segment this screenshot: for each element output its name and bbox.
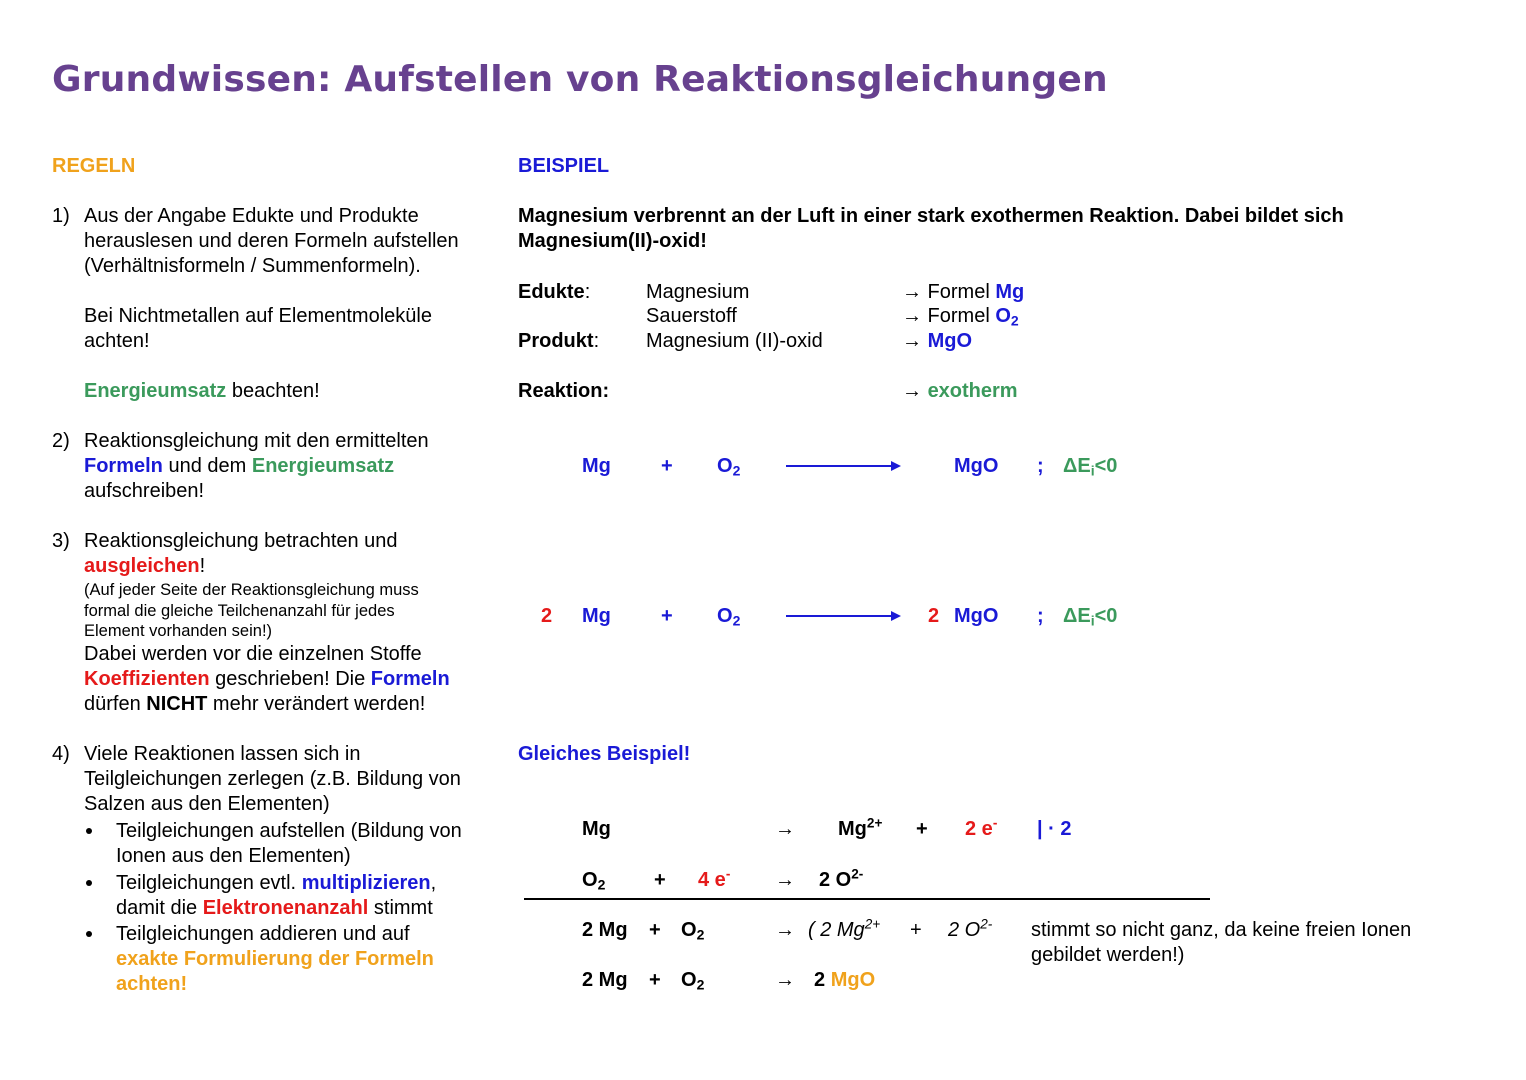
- same-example-heading: Gleiches Beispiel!: [518, 743, 691, 765]
- rule-3-line-4-text: geschrieben! Die: [209, 668, 371, 690]
- eq1-o2: $O_2$: [717, 455, 741, 479]
- rule-3-line-5-text-b: mehr verändert werden!: [207, 693, 426, 715]
- final-eq-coef: 2: [814, 969, 826, 991]
- sum-eq-ions-mg: ( 2 $Mg^{2+}$: [808, 916, 881, 941]
- rule-3-line-2-text: !: [199, 555, 206, 577]
- rule-3-line-4: [84, 667, 450, 692]
- rule-4-bullet-2-line-1: [116, 871, 436, 896]
- rule-1-line-6-text: beachten!: [226, 380, 320, 402]
- rule-1-line-6: [84, 379, 320, 404]
- formula-mgo: MgO: [927, 330, 972, 352]
- eq2-plus: +: [661, 605, 673, 627]
- sum-eq-comment-line-1: stimmt so nicht ganz, da keine freien Ionen: [1031, 919, 1412, 941]
- edukt-sauerstoff: Sauerstoff: [646, 305, 737, 327]
- arrow-icon: →: [902, 330, 922, 352]
- reaktion-exotherm: [902, 379, 1018, 404]
- arrow-icon: →: [775, 818, 795, 840]
- bullet: [86, 828, 92, 834]
- rule-4-line-1: Viele Reaktionen lassen sich in: [84, 743, 361, 765]
- elektronenanzahl-term: Elektronenanzahl: [202, 897, 369, 919]
- example-heading: BEISPIEL: [518, 155, 610, 177]
- rules-heading: REGELN: [52, 155, 136, 177]
- rule-3-note-3: Element vorhanden sein!): [84, 622, 273, 640]
- rule-4-bullet-1-line-2: Ionen aus den Elementen): [116, 845, 351, 867]
- half-eq1-electrons: 2 e-: [965, 815, 998, 840]
- example-task-line-1: Magnesium verbrennt an der Luft in einer stark exothermen Reaktion. Dabei bildet sich: [518, 205, 1344, 227]
- final-eq-lhs-mg: 2 Mg: [582, 969, 628, 991]
- ausgleichen-term: ausgleichen: [84, 555, 200, 577]
- arrow-icon: →: [902, 380, 922, 402]
- eq1-mg: Mg: [582, 455, 611, 477]
- rule-3-line-5: [84, 692, 425, 717]
- formula-o2: $O_2$: [995, 305, 1019, 329]
- arrow-icon: →: [902, 281, 922, 303]
- edukte-colon: :: [584, 281, 591, 303]
- sum-eq-lhs-mg: 2 Mg: [582, 919, 628, 941]
- energieumsatz-term: Energieumsatz: [251, 455, 395, 477]
- rule-2-line-2: [84, 454, 394, 479]
- rule-1-number: 1): [52, 205, 70, 227]
- example-task-line-2: Magnesium(II)-oxid!: [518, 230, 707, 252]
- page-title: Grundwissen: Aufstellen von Reaktionsgleichungen: [52, 59, 1108, 100]
- rule-3-line-1: Reaktionsgleichung betrachten und: [84, 530, 398, 552]
- produkt-colon: :: [593, 330, 600, 352]
- arrow-icon: →: [902, 305, 922, 327]
- rule-4-bullet-2-line-2: [116, 896, 433, 921]
- half-eq2-plus: +: [654, 869, 666, 891]
- rule-3-line-3: Dabei werden vor die einzelnen Stoffe: [84, 643, 422, 665]
- half-eq1-mg-ion: $Mg^{2+}$: [838, 815, 883, 840]
- sum-eq-plus: +: [649, 919, 661, 941]
- rule-1-line-5: achten!: [84, 330, 150, 352]
- arrow-icon: →: [775, 919, 795, 941]
- eq2-mg: Mg: [582, 605, 611, 627]
- final-eq-mgo: MgO: [830, 969, 876, 991]
- rule-2-line-1: Reaktionsgleichung mit den ermittelten: [84, 430, 429, 452]
- formeln-term: Formeln: [84, 455, 163, 477]
- rule-4-line-2: Teilgleichungen zerlegen (z.B. Bildung von: [84, 768, 461, 790]
- rule-4-bullet-1-line-1: Teilgleichungen aufstellen (Bildung von: [116, 820, 462, 842]
- rule-4-bullet-3-line-2: exakte Formulierung der Formeln: [116, 948, 434, 970]
- rule-4-bullet-3-line-1: Teilgleichungen addieren und auf: [116, 923, 410, 945]
- eq1-energy: $\Delta E_i<0$: [1063, 455, 1118, 479]
- rule-1-line-4: Bei Nichtmetallen auf Elementmoleküle: [84, 305, 432, 327]
- rule-4-bullet-2-text-a: Teilgleichungen evtl.: [116, 872, 302, 894]
- final-eq-o2: $O_2$: [681, 969, 705, 993]
- sum-divider: [524, 898, 1210, 900]
- sum-eq-o2: $O_2$: [681, 919, 705, 943]
- sum-eq-comment-line-2: gebildet werden!): [1031, 944, 1185, 966]
- bullet: [86, 880, 92, 886]
- edukt-magnesium: Magnesium: [646, 281, 750, 303]
- edukte-label: [518, 280, 590, 305]
- sum-eq-ions-plus: +: [910, 919, 922, 941]
- rule-2-line-2-text: und dem: [162, 455, 252, 477]
- final-eq-plus: +: [649, 969, 661, 991]
- arrow-icon: →: [775, 869, 795, 891]
- half-eq2-o2: $O_2$: [582, 869, 606, 893]
- rule-4-bullet-2-text-b: ,: [430, 872, 437, 894]
- rule-3-number: 3): [52, 530, 70, 552]
- sum-eq-ions-o: 2 $O^{2-}$: [948, 916, 993, 941]
- rule-1-line-3: (Verhältnisformeln / Summenformeln).: [84, 255, 421, 277]
- formel-text: Formel: [922, 281, 996, 303]
- rule-4-bullet-3-line-3: achten!: [116, 973, 188, 995]
- eq2-semicolon: ;: [1037, 605, 1044, 627]
- eq2-coef-2: 2: [928, 605, 940, 627]
- edukte-label-text: Edukte: [518, 281, 585, 303]
- eq2-o2: $O_2$: [717, 605, 741, 629]
- multiplizieren-term: multiplizieren: [301, 872, 431, 894]
- formel-mg: [902, 280, 1024, 305]
- formel-mgo: [902, 329, 972, 354]
- energieumsatz-term: Energieumsatz: [84, 380, 227, 402]
- half-eq2-o-ion: 2 $O^{2-}$: [819, 866, 864, 891]
- reaction-arrow: [786, 465, 892, 467]
- final-eq-product: [814, 968, 875, 993]
- rule-3-note-1: (Auf jeder Seite der Reaktionsgleichung muss: [84, 581, 419, 599]
- rule-3-line-5-text-a: dürfen: [84, 693, 147, 715]
- nicht-term: NICHT: [146, 693, 208, 715]
- rule-3-note-2: formal die gleiche Teilchenanzahl für jedes: [84, 601, 395, 620]
- eq2-mgo: MgO: [954, 605, 999, 627]
- rule-4-bullet-2-text-d: stimmt: [368, 897, 433, 919]
- exotherm-term: exotherm: [927, 380, 1018, 402]
- half-eq1-plus: +: [916, 818, 928, 840]
- arrow-icon: →: [775, 969, 795, 991]
- koeffizienten-term: Koeffizienten: [84, 668, 210, 690]
- rule-1-line-2: herauslesen und deren Formeln aufstellen: [84, 230, 459, 252]
- formeln-term: Formeln: [370, 668, 450, 690]
- eq1-mgo: MgO: [954, 455, 999, 477]
- reaktion-label: Reaktion:: [518, 380, 610, 402]
- half-eq2-electrons: 4 e-: [698, 866, 731, 891]
- rule-4-bullet-2-text-c: damit die: [116, 897, 203, 919]
- rule-3-line-2: [84, 554, 205, 579]
- bullet: [86, 931, 92, 937]
- rule-1-line-1: Aus der Angabe Edukte und Produkte: [84, 205, 419, 227]
- half-eq1-mg: Mg: [582, 818, 611, 840]
- eq2-coef-1: 2: [541, 605, 553, 627]
- eq1-plus: +: [661, 455, 673, 477]
- eq1-semicolon: ;: [1037, 455, 1044, 477]
- produkt-magnesiumoxid: Magnesium (II)-oxid: [646, 330, 823, 352]
- rule-2-line-3: aufschreiben!: [84, 480, 205, 502]
- rule-2-number: 2): [52, 430, 70, 452]
- formel-text: Formel: [922, 305, 996, 327]
- half-eq1-multiplier: | · 2: [1037, 818, 1072, 840]
- formel-o2: [902, 304, 1019, 329]
- reaction-arrow-head: [891, 461, 901, 471]
- produkt-label-text: Produkt: [518, 330, 594, 352]
- rule-4-line-3: Salzen aus den Elementen): [84, 793, 330, 815]
- reaction-arrow: [786, 615, 892, 617]
- reaction-arrow-head: [891, 611, 901, 621]
- eq2-energy: $\Delta E_i<0$: [1063, 605, 1118, 629]
- formula-mg: Mg: [995, 281, 1025, 303]
- rule-4-number: 4): [52, 743, 70, 765]
- produkt-label: [518, 329, 599, 354]
